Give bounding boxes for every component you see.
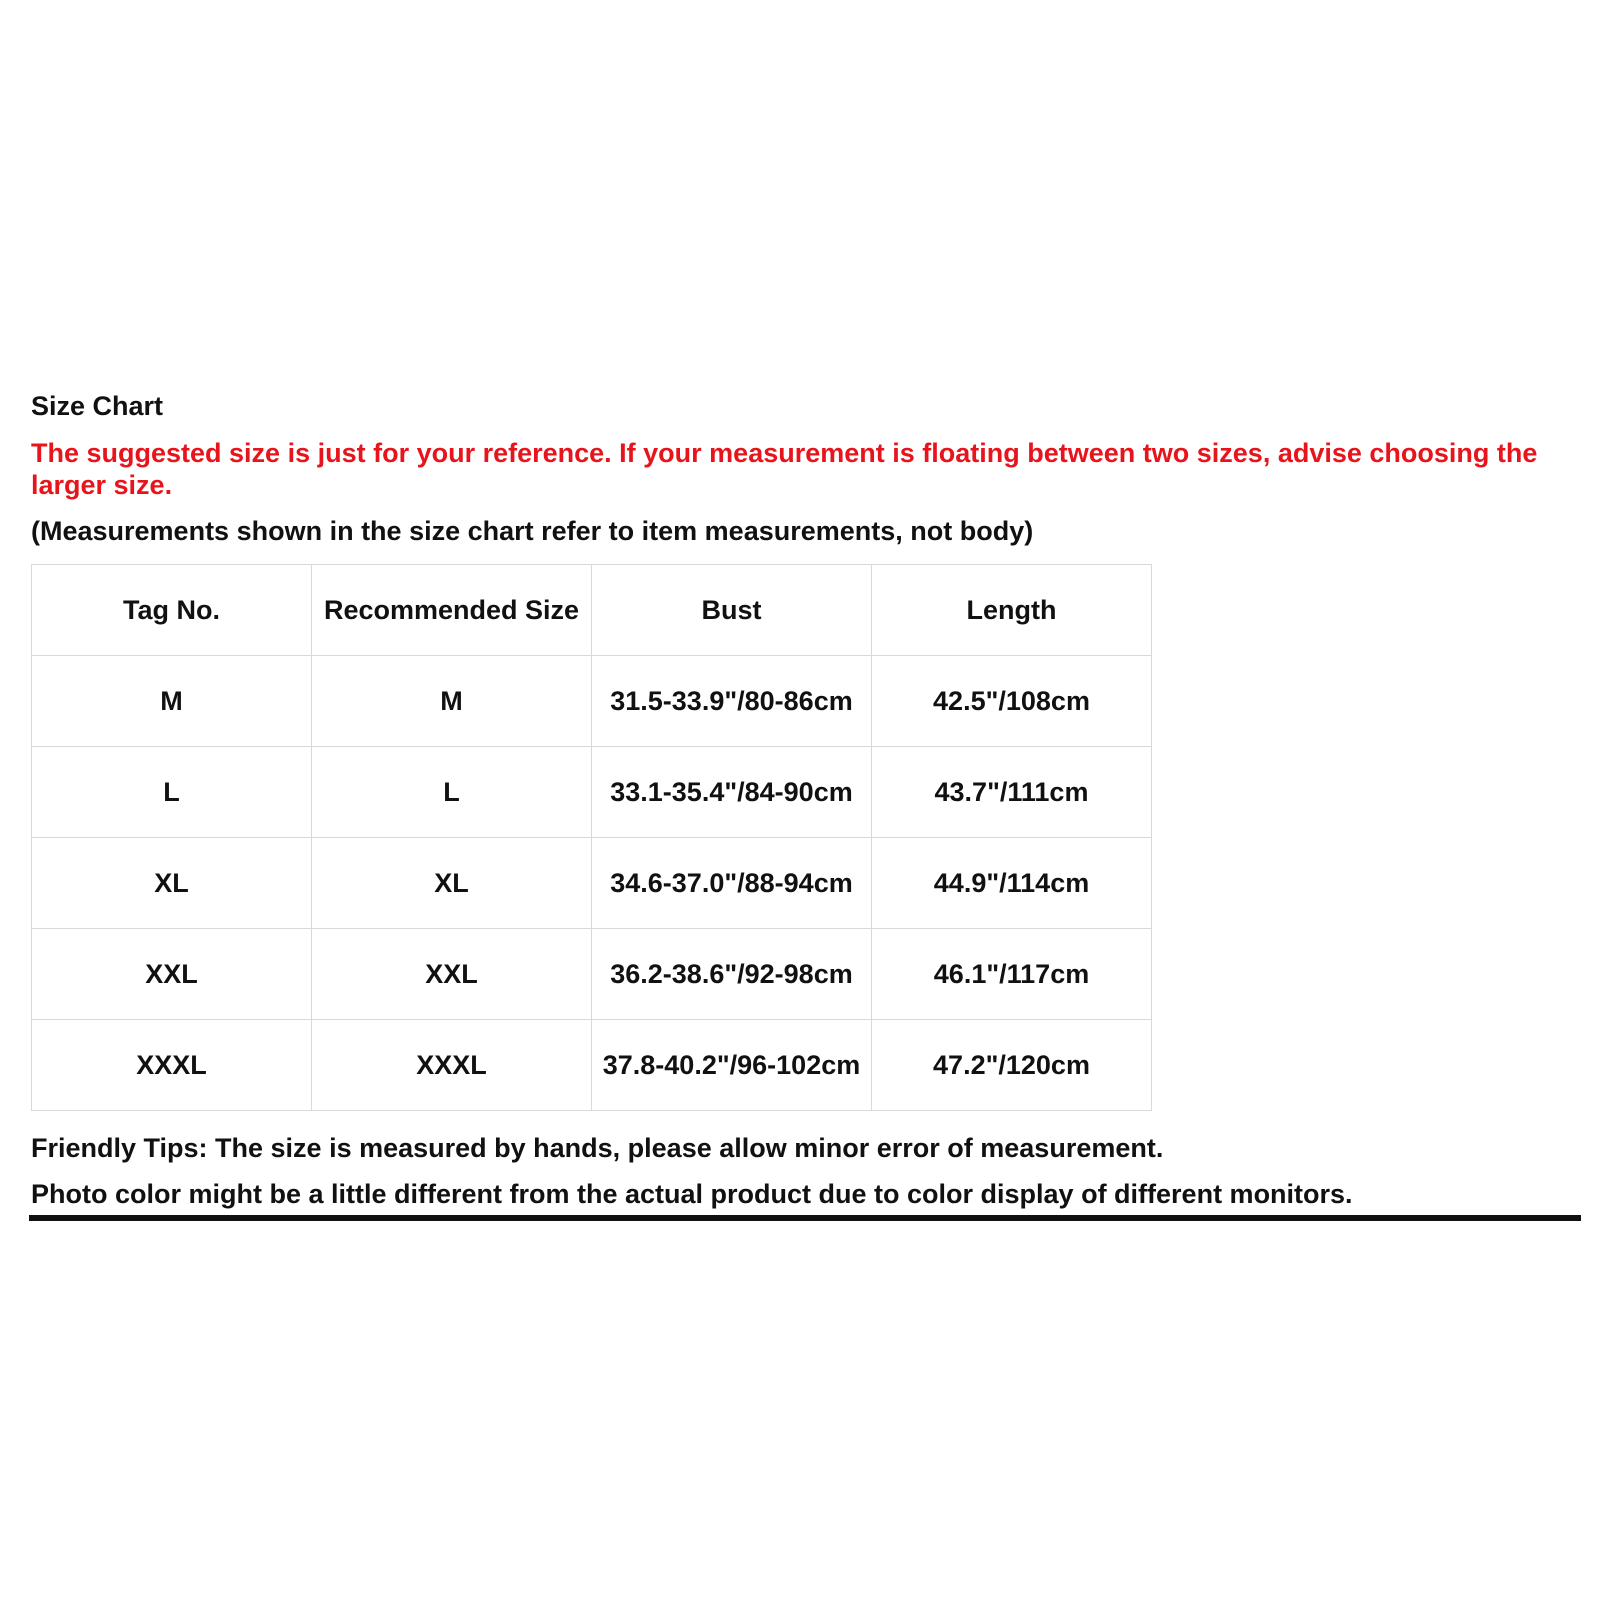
color-disclaimer: Photo color might be a little different from the actual product due to color display of different monitors.: [31, 1179, 1353, 1209]
size-notice: The suggested size is just for your reference. If your measurement is floating between two sizes, advise choosing the larger size.: [31, 438, 1538, 500]
tag-cell: M: [32, 656, 312, 747]
table-header-row: [32, 565, 1152, 656]
size-table: [31, 564, 1152, 1111]
table-row: [32, 656, 1152, 747]
recommended-size-cell: M: [312, 656, 592, 747]
bust-cell: 34.6-37.0"/88-94cm: [592, 838, 872, 929]
length-cell: 46.1"/117cm: [872, 929, 1152, 1020]
header-tag-no: Tag No.: [32, 565, 312, 656]
table-row: [32, 929, 1152, 1020]
header-length: Length: [872, 565, 1152, 656]
recommended-size-cell: XXL: [312, 929, 592, 1020]
table-row: [32, 1020, 1152, 1111]
recommended-size-cell: L: [312, 747, 592, 838]
bottom-divider: [29, 1215, 1581, 1221]
length-cell: 42.5"/108cm: [872, 656, 1152, 747]
tag-cell: XXXL: [32, 1020, 312, 1111]
header-bust: Bust: [592, 565, 872, 656]
bust-cell: 36.2-38.6"/92-98cm: [592, 929, 872, 1020]
length-cell: 47.2"/120cm: [872, 1020, 1152, 1111]
size-chart-title: Size Chart: [31, 391, 164, 421]
length-cell: 44.9"/114cm: [872, 838, 1152, 929]
tag-cell: XXL: [32, 929, 312, 1020]
bust-cell: 31.5-33.9"/80-86cm: [592, 656, 872, 747]
tag-cell: XL: [32, 838, 312, 929]
bust-cell: 33.1-35.4"/84-90cm: [592, 747, 872, 838]
table-row: [32, 838, 1152, 929]
recommended-size-cell: XXXL: [312, 1020, 592, 1111]
friendly-tip: Friendly Tips: The size is measured by hands, please allow minor error of measurement.: [31, 1133, 1164, 1163]
recommended-size-cell: XL: [312, 838, 592, 929]
length-cell: 43.7"/111cm: [872, 747, 1152, 838]
measurement-note: (Measurements shown in the size chart refer to item measurements, not body): [31, 516, 1034, 546]
header-recommended-size: Recommended Size: [312, 565, 592, 656]
table-row: [32, 747, 1152, 838]
bust-cell: 37.8-40.2"/96-102cm: [592, 1020, 872, 1111]
tag-cell: L: [32, 747, 312, 838]
